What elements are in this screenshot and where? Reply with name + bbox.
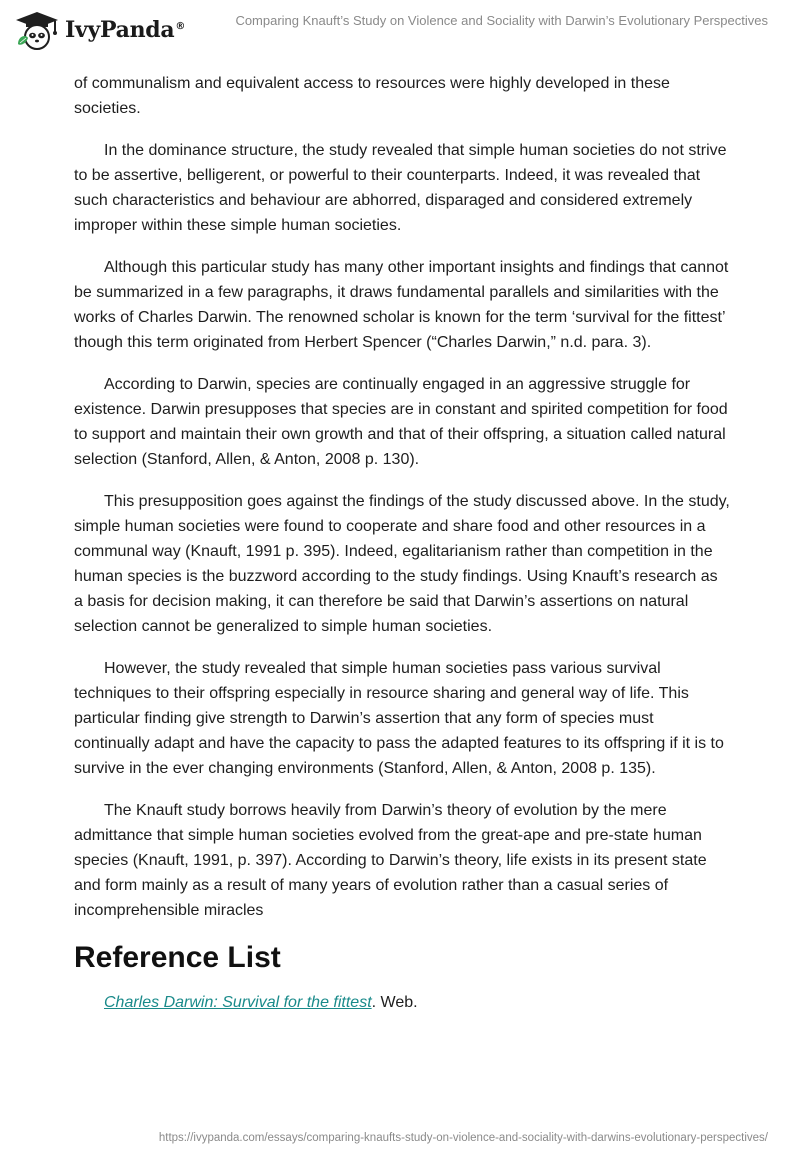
reference-item (104, 990, 730, 1015)
reference-suffix: . Web. (371, 994, 418, 1011)
paragraph: In the dominance structure, the study revealed that simple human societies do not strive to be assertive, belligerent, or powerful to their counterparts. Indeed, it was revealed that such characteristics and behaviour are abhorred, disparaged and considered extremely improper within these simple human societies. (74, 142, 727, 234)
paragraph: of communalism and equivalent access to resources were highly developed in these societies. (74, 75, 670, 117)
source-url: https://ivypanda.com/essays/comparing-knaufts-study-on-violence-and-sociality-with-darwins-evolutionary-perspectives/ (158, 1132, 768, 1144)
paragraph: According to Darwin, species are continually engaged in an aggressive struggle for existence. Darwin presupposes that species are in constant and spirited competition for food to support and maintain their own growth and that of their offspring, a situation called natural selection (Stanford, Allen, & Anton, 2008 p. 130). (74, 376, 728, 468)
paragraph: Although this particular study has many other important insights and findings that cannot be summarized in a few paragraphs, it draws fundamental parallels and similarities with the works of Charles Darwin. The renowned scholar is known for the term ‘survival for the fittest’ though this term originated from Herbert Spencer (“Charles Darwin,” n.d. para. 3). (74, 259, 729, 351)
paragraph: This presupposition goes against the findings of the study discussed above. In the study, simple human societies were found to cooperate and share food and other resources in a communal way (Knauft, 1991 p. 395). Indeed, egalitarianism rather than competition in the human species is the buzzword according to the study findings. Using Knauft’s research as a basis for decision making, it can therefore be said that Darwin’s assertions on natural selection cannot be generalized to simple human societies. (74, 493, 730, 635)
reference-list-heading: Reference List (74, 941, 281, 974)
paragraph: However, the study revealed that simple human societies pass various survival techniques to their offspring especially in resource sharing and general way of life. This particular finding give strength to Darwin’s assertion that any form of species must continually adapt and have the capacity to pass the adapted features to its offspring if it is to survive in the ever changing environments (Stanford, Allen, & Anton, 2008 p. 135). (74, 660, 724, 777)
document-title: Comparing Knauft’s Study on Violence and Sociality with Darwin’s Evolutionary Perspectives (235, 13, 768, 28)
panda-graduation-icon (14, 10, 60, 50)
paragraph: The Knauft study borrows heavily from Darwin’s theory of evolution by the mere admittance that simple human societies evolved from the great-ape and pre-state human species (Knauft, 1991, p. 397). According to Darwin’s theory, life exists in its present state and form mainly as a result of many years of evolution rather than a casual series of incomprehensible miracles (74, 802, 707, 919)
page-header (0, 0, 800, 70)
ivypanda-logo[interactable] (14, 10, 185, 50)
essay-body (74, 71, 730, 1015)
brand-name: IvyPanda® (65, 17, 186, 43)
reference-link[interactable]: Charles Darwin: Survival for the fittest (104, 994, 372, 1011)
